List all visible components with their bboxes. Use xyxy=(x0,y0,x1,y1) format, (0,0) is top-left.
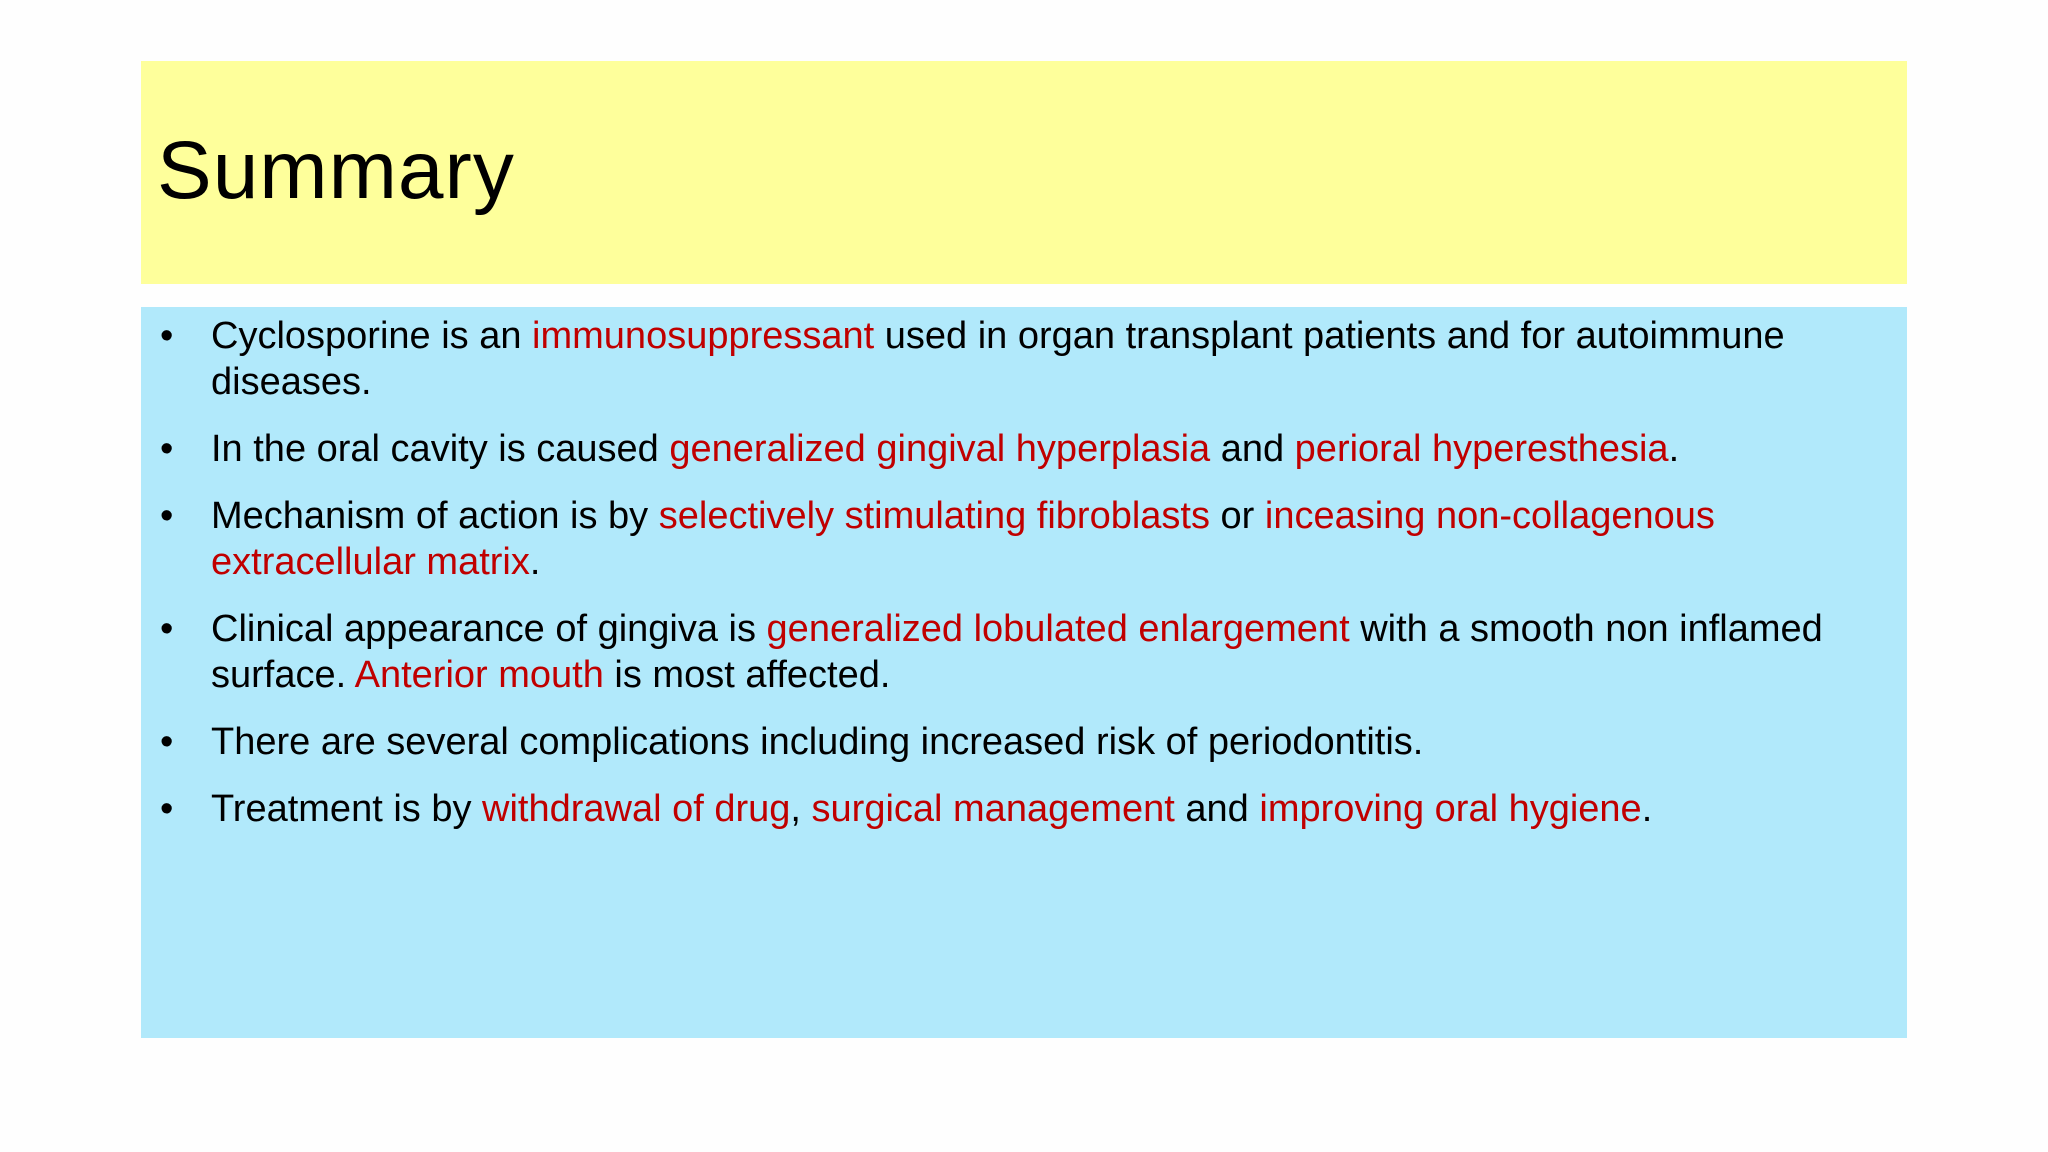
slide-title: Summary xyxy=(157,125,515,216)
highlighted-text: surgical management xyxy=(811,788,1175,830)
bullet-text: or xyxy=(1209,495,1265,537)
bullet-text: In the oral cavity is caused xyxy=(211,428,670,470)
bullet-text: and xyxy=(1174,788,1260,830)
title-box xyxy=(141,61,1907,284)
content-box xyxy=(141,307,1907,1038)
bullet-text: , xyxy=(790,788,812,830)
bullet-item xyxy=(156,426,1896,472)
highlighted-text: inceasing non-collagenous extracellular matrix xyxy=(211,495,1715,583)
bullet-item xyxy=(156,786,1896,832)
bullet-dot: • xyxy=(160,428,174,470)
bullet-list xyxy=(156,313,1896,853)
bullet-dot: • xyxy=(160,495,174,537)
bullet-text: . xyxy=(1668,428,1680,470)
highlighted-text: selectively stimulating fibroblasts xyxy=(658,495,1210,537)
highlighted-text: perioral hyperesthesia xyxy=(1294,428,1669,470)
highlighted-text: withdrawal of drug xyxy=(482,788,791,830)
highlighted-text: improving oral hygiene xyxy=(1259,788,1642,830)
bullet-text: . xyxy=(1641,788,1653,830)
highlighted-text: Anterior mouth xyxy=(354,654,604,696)
highlighted-text: immunosuppressant xyxy=(532,315,875,357)
bullet-text: Mechanism of action is by xyxy=(211,495,659,537)
bullet-text: is most affected. xyxy=(603,654,891,696)
bullet-item xyxy=(156,313,1896,405)
bullet-dot: • xyxy=(160,315,174,357)
bullet-text: and xyxy=(1210,428,1295,470)
bullet-text: There are several complications including increased risk of periodontitis. xyxy=(211,721,1424,763)
bullet-dot: • xyxy=(160,608,174,650)
bullet-text: Clinical appearance of gingiva is xyxy=(211,608,767,650)
bullet-item xyxy=(156,719,1896,765)
bullet-item xyxy=(156,493,1896,585)
bullet-text: used in organ transplant patients and for autoimmune diseases. xyxy=(211,315,1785,403)
bullet-dot: • xyxy=(160,721,174,763)
bullet-item xyxy=(156,606,1896,698)
bullet-text: with a smooth non inflamed surface. xyxy=(211,608,1823,696)
bullet-text: Treatment is by xyxy=(211,788,483,830)
highlighted-text: generalized lobulated enlargement xyxy=(766,608,1350,650)
bullet-text: . xyxy=(529,541,541,583)
bullet-dot: • xyxy=(160,788,174,830)
highlighted-text: generalized gingival hyperplasia xyxy=(669,428,1211,470)
bullet-text: Cyclosporine is an xyxy=(211,315,533,357)
